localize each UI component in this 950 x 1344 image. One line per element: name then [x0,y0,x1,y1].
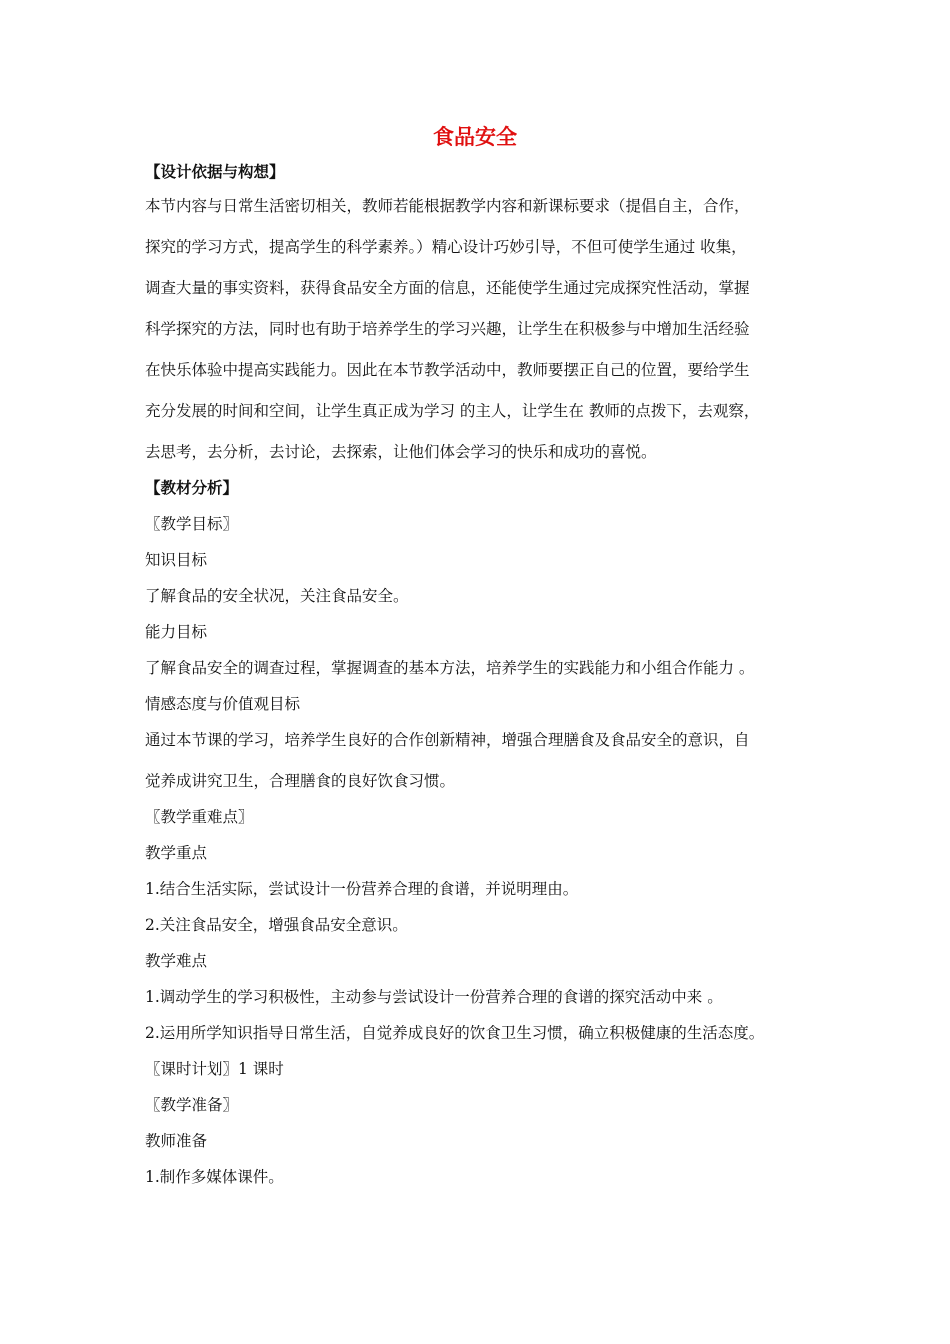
paragraph-line: 觉养成讲究卫生，合理膳食的良好饮食习惯。 [145,772,456,790]
design-heading: 【设计依据与构想】 [145,162,285,181]
difficult-item: 2.运用所学知识指导日常生活，自觉养成良好的饮食卫生习惯，确立积极健康的生活态度。 [145,1024,765,1042]
paragraph-line: 通过本节课的学习，培养学生良好的合作创新精神，增强合理膳食及食品安全的意识，自 [145,731,750,749]
paragraph-line: 去思考，去分析，去讨论，去探索，让他们体会学习的快乐和成功的喜悦。 [145,443,657,461]
paragraph-line: 本节内容与日常生活密切相关，教师若能根据教学内容和新课标要求（提倡自主，合作， [145,197,750,215]
prep-heading: 〖教学准备〗 [145,1096,239,1114]
ability-goal: 了解食品安全的调查过程，掌握调查的基本方法，培养学生的实践能力和小组合作能力 。 [145,659,755,677]
paragraph-line: 科学探究的方法，同时也有助于培养学生的学习兴趣，让学生在积极参与中增加生活经验 [145,320,750,338]
teacher-prep-item: 1.制作多媒体课件。 [145,1168,284,1186]
analysis-heading: 【教材分析】 [145,478,239,497]
knowledge-goal-label: 知识目标 [145,551,208,569]
paragraph-line: 调查大量的事实资料，获得食品安全方面的信息，还能使学生通过完成探究性活动，掌握 [145,279,750,297]
key-points-heading: 〖教学重难点〗 [145,808,254,826]
paragraph-line: 探究的学习方式，提高学生的科学素养。）精心设计巧妙引导，不但可使学生通过 收集， [145,238,747,256]
design-paragraph [145,194,810,476]
document-title: 食品安全 [433,125,517,149]
key-item: 2.关注食品安全，增强食品安全意识。 [145,916,408,934]
goals-heading: 〖教学目标〗 [145,515,239,533]
document-body [145,160,810,1201]
difficult-label: 教学难点 [145,952,208,970]
schedule-line: 〖课时计划〗1 课时 [145,1060,284,1078]
paragraph-line: 在快乐体验中提高实践能力。因此在本节教学活动中，教师要摆正自己的位置，要给学生 [145,361,750,379]
key-label: 教学重点 [145,844,208,862]
emotion-goal [145,728,810,805]
key-item: 1.结合生活实际，尝试设计一份营养合理的食谱，并说明理由。 [145,880,579,898]
knowledge-goal: 了解食品的安全状况，关注食品安全。 [145,587,409,605]
ability-goal-label: 能力目标 [145,623,208,641]
emotion-goal-label: 情感态度与价值观目标 [145,695,301,713]
paragraph-line: 充分发展的时间和空间，让学生真正成为学习 的主人，让学生在 教师的点拨下，去观察， [145,402,760,420]
difficult-item: 1.调动学生的学习积极性，主动参与尝试设计一份营养合理的食谱的探究活动中来 。 [145,988,723,1006]
teacher-prep-label: 教师准备 [145,1132,208,1150]
